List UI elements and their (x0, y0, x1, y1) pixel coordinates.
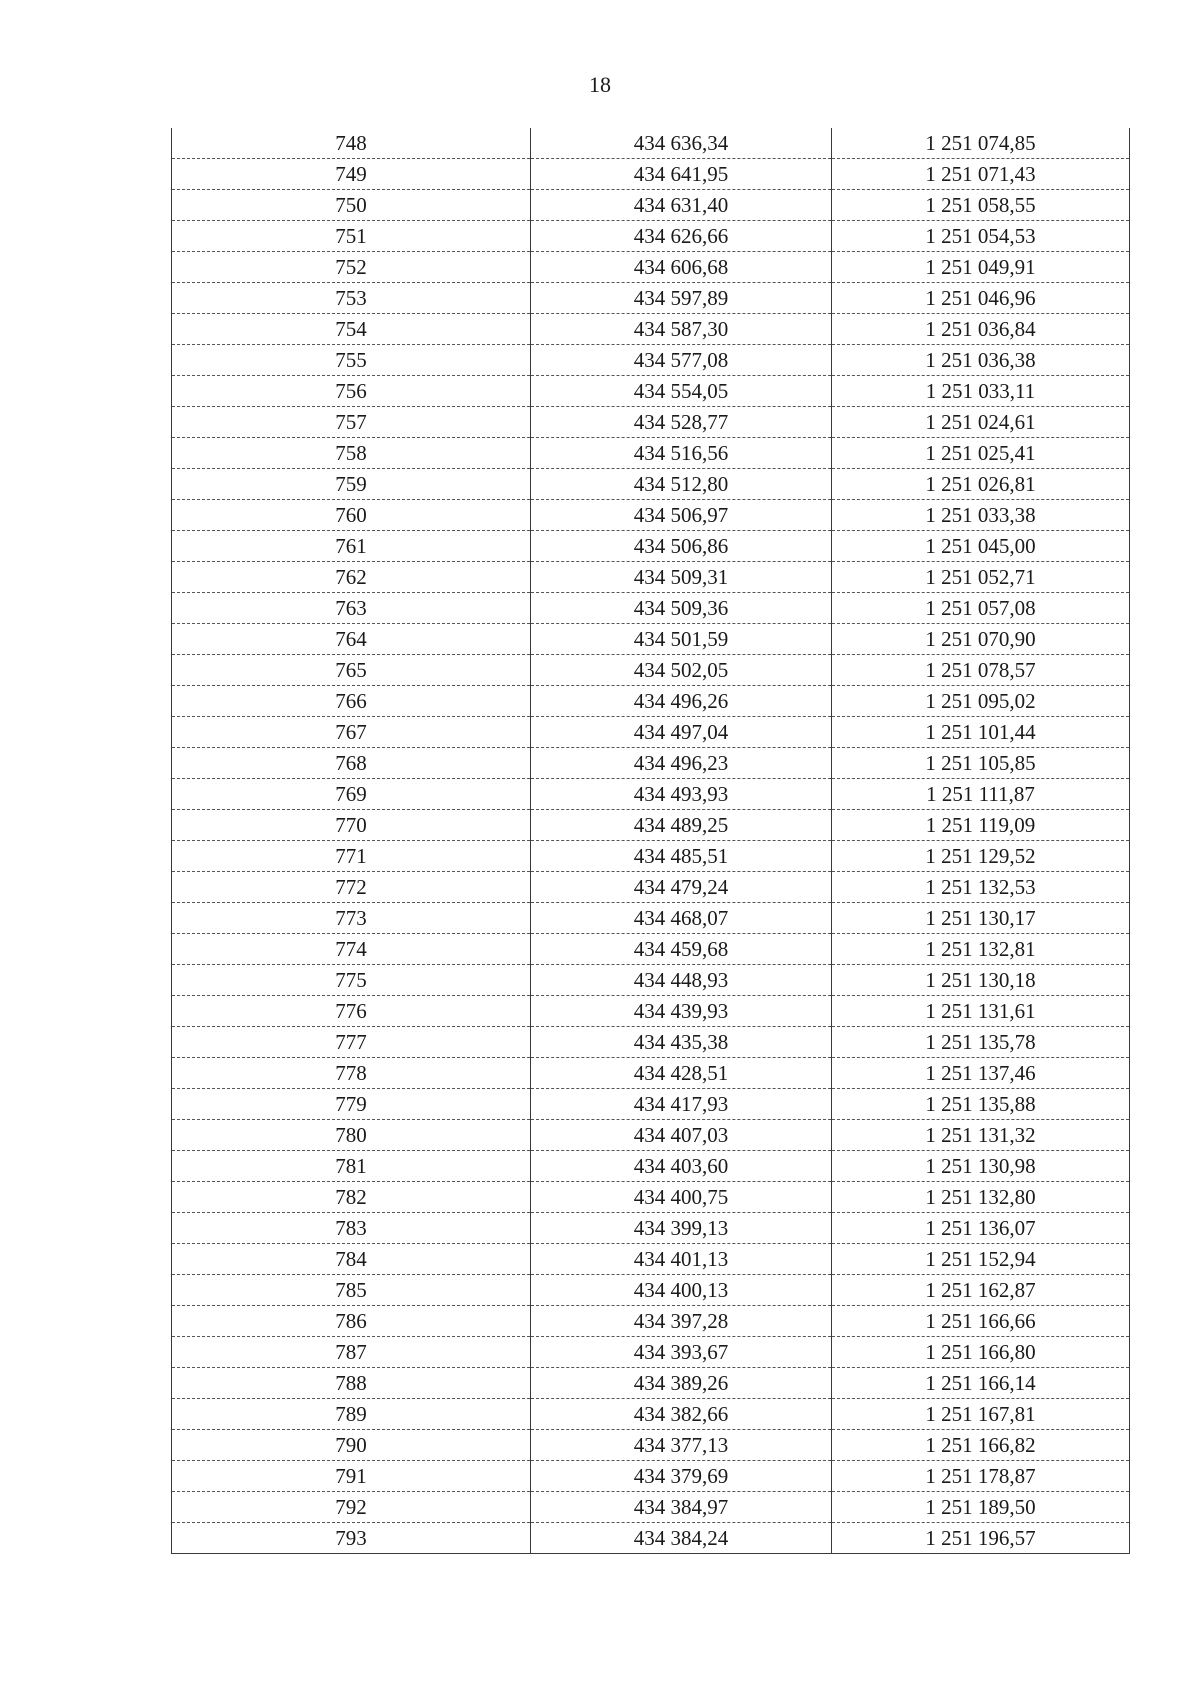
point-number-cell: 759 (172, 469, 531, 500)
y-coordinate-cell: 1 251 057,08 (832, 593, 1130, 624)
table-row (172, 1399, 1130, 1430)
y-coordinate-cell: 1 251 024,61 (832, 407, 1130, 438)
y-coordinate-cell: 1 251 136,07 (832, 1213, 1130, 1244)
point-number-cell: 784 (172, 1244, 531, 1275)
x-coordinate-cell: 434 459,68 (531, 934, 832, 965)
y-coordinate-cell: 1 251 074,85 (832, 128, 1130, 159)
coordinates-table-body (172, 128, 1130, 1554)
table-row (172, 1275, 1130, 1306)
table-row (172, 376, 1130, 407)
y-coordinate-cell: 1 251 162,87 (832, 1275, 1130, 1306)
point-number-cell: 792 (172, 1492, 531, 1523)
y-coordinate-cell: 1 251 166,66 (832, 1306, 1130, 1337)
table-row (172, 1151, 1130, 1182)
point-number-cell: 755 (172, 345, 531, 376)
table-row (172, 655, 1130, 686)
point-number-cell: 765 (172, 655, 531, 686)
table-row (172, 1089, 1130, 1120)
point-number-cell: 790 (172, 1430, 531, 1461)
y-coordinate-cell: 1 251 132,80 (832, 1182, 1130, 1213)
point-number-cell: 774 (172, 934, 531, 965)
y-coordinate-cell: 1 251 130,18 (832, 965, 1130, 996)
y-coordinate-cell: 1 251 033,38 (832, 500, 1130, 531)
point-number-cell: 756 (172, 376, 531, 407)
x-coordinate-cell: 434 577,08 (531, 345, 832, 376)
table-row (172, 562, 1130, 593)
point-number-cell: 771 (172, 841, 531, 872)
x-coordinate-cell: 434 439,93 (531, 996, 832, 1027)
point-number-cell: 773 (172, 903, 531, 934)
point-number-cell: 767 (172, 717, 531, 748)
point-number-cell: 777 (172, 1027, 531, 1058)
x-coordinate-cell: 434 512,80 (531, 469, 832, 500)
x-coordinate-cell: 434 496,23 (531, 748, 832, 779)
table-row (172, 283, 1130, 314)
x-coordinate-cell: 434 506,97 (531, 500, 832, 531)
x-coordinate-cell: 434 377,13 (531, 1430, 832, 1461)
table-row (172, 314, 1130, 345)
table-row (172, 1430, 1130, 1461)
x-coordinate-cell: 434 641,95 (531, 159, 832, 190)
point-number-cell: 751 (172, 221, 531, 252)
table-row (172, 345, 1130, 376)
table-row (172, 934, 1130, 965)
table-row (172, 748, 1130, 779)
table-row (172, 190, 1130, 221)
table-row (172, 841, 1130, 872)
x-coordinate-cell: 434 485,51 (531, 841, 832, 872)
point-number-cell: 769 (172, 779, 531, 810)
y-coordinate-cell: 1 251 130,98 (832, 1151, 1130, 1182)
x-coordinate-cell: 434 496,26 (531, 686, 832, 717)
point-number-cell: 760 (172, 500, 531, 531)
x-coordinate-cell: 434 401,13 (531, 1244, 832, 1275)
point-number-cell: 786 (172, 1306, 531, 1337)
point-number-cell: 787 (172, 1337, 531, 1368)
table-row (172, 469, 1130, 500)
y-coordinate-cell: 1 251 152,94 (832, 1244, 1130, 1275)
point-number-cell: 762 (172, 562, 531, 593)
point-number-cell: 775 (172, 965, 531, 996)
table-row (172, 438, 1130, 469)
x-coordinate-cell: 434 403,60 (531, 1151, 832, 1182)
point-number-cell: 758 (172, 438, 531, 469)
point-number-cell: 781 (172, 1151, 531, 1182)
table-row (172, 531, 1130, 562)
x-coordinate-cell: 434 528,77 (531, 407, 832, 438)
table-row (172, 407, 1130, 438)
y-coordinate-cell: 1 251 026,81 (832, 469, 1130, 500)
point-number-cell: 752 (172, 252, 531, 283)
table-row (172, 159, 1130, 190)
y-coordinate-cell: 1 251 049,91 (832, 252, 1130, 283)
point-number-cell: 768 (172, 748, 531, 779)
y-coordinate-cell: 1 251 129,52 (832, 841, 1130, 872)
y-coordinate-cell: 1 251 135,88 (832, 1089, 1130, 1120)
y-coordinate-cell: 1 251 052,71 (832, 562, 1130, 593)
y-coordinate-cell: 1 251 166,14 (832, 1368, 1130, 1399)
point-number-cell: 785 (172, 1275, 531, 1306)
y-coordinate-cell: 1 251 132,53 (832, 872, 1130, 903)
x-coordinate-cell: 434 397,28 (531, 1306, 832, 1337)
point-number-cell: 788 (172, 1368, 531, 1399)
point-number-cell: 764 (172, 624, 531, 655)
table-row (172, 1213, 1130, 1244)
x-coordinate-cell: 434 468,07 (531, 903, 832, 934)
y-coordinate-cell: 1 251 119,09 (832, 810, 1130, 841)
x-coordinate-cell: 434 489,25 (531, 810, 832, 841)
point-number-cell: 780 (172, 1120, 531, 1151)
x-coordinate-cell: 434 597,89 (531, 283, 832, 314)
y-coordinate-cell: 1 251 178,87 (832, 1461, 1130, 1492)
x-coordinate-cell: 434 382,66 (531, 1399, 832, 1430)
y-coordinate-cell: 1 251 070,90 (832, 624, 1130, 655)
x-coordinate-cell: 434 400,75 (531, 1182, 832, 1213)
point-number-cell: 782 (172, 1182, 531, 1213)
y-coordinate-cell: 1 251 189,50 (832, 1492, 1130, 1523)
table-row (172, 221, 1130, 252)
x-coordinate-cell: 434 509,31 (531, 562, 832, 593)
y-coordinate-cell: 1 251 025,41 (832, 438, 1130, 469)
x-coordinate-cell: 434 502,05 (531, 655, 832, 686)
x-coordinate-cell: 434 407,03 (531, 1120, 832, 1151)
y-coordinate-cell: 1 251 046,96 (832, 283, 1130, 314)
y-coordinate-cell: 1 251 105,85 (832, 748, 1130, 779)
x-coordinate-cell: 434 400,13 (531, 1275, 832, 1306)
point-number-cell: 766 (172, 686, 531, 717)
table-row (172, 965, 1130, 996)
point-number-cell: 770 (172, 810, 531, 841)
x-coordinate-cell: 434 626,66 (531, 221, 832, 252)
table-row (172, 1058, 1130, 1089)
y-coordinate-cell: 1 251 036,38 (832, 345, 1130, 376)
y-coordinate-cell: 1 251 132,81 (832, 934, 1130, 965)
table-row (172, 500, 1130, 531)
x-coordinate-cell: 434 509,36 (531, 593, 832, 624)
table-row (172, 1306, 1130, 1337)
y-coordinate-cell: 1 251 131,32 (832, 1120, 1130, 1151)
x-coordinate-cell: 434 587,30 (531, 314, 832, 345)
y-coordinate-cell: 1 251 137,46 (832, 1058, 1130, 1089)
y-coordinate-cell: 1 251 045,00 (832, 531, 1130, 562)
table-row (172, 779, 1130, 810)
table-row (172, 1368, 1130, 1399)
y-coordinate-cell: 1 251 167,81 (832, 1399, 1130, 1430)
x-coordinate-cell: 434 399,13 (531, 1213, 832, 1244)
y-coordinate-cell: 1 251 054,53 (832, 221, 1130, 252)
y-coordinate-cell: 1 251 058,55 (832, 190, 1130, 221)
table-row (172, 1337, 1130, 1368)
x-coordinate-cell: 434 428,51 (531, 1058, 832, 1089)
table-row (172, 810, 1130, 841)
x-coordinate-cell: 434 516,56 (531, 438, 832, 469)
point-number-cell: 763 (172, 593, 531, 624)
y-coordinate-cell: 1 251 196,57 (832, 1523, 1130, 1554)
point-number-cell: 776 (172, 996, 531, 1027)
table-row (172, 1182, 1130, 1213)
table-row (172, 128, 1130, 159)
x-coordinate-cell: 434 606,68 (531, 252, 832, 283)
table-row (172, 996, 1130, 1027)
x-coordinate-cell: 434 493,93 (531, 779, 832, 810)
point-number-cell: 793 (172, 1523, 531, 1554)
y-coordinate-cell: 1 251 111,87 (832, 779, 1130, 810)
x-coordinate-cell: 434 435,38 (531, 1027, 832, 1058)
point-number-cell: 748 (172, 128, 531, 159)
table-row (172, 1461, 1130, 1492)
point-number-cell: 778 (172, 1058, 531, 1089)
x-coordinate-cell: 434 554,05 (531, 376, 832, 407)
y-coordinate-cell: 1 251 036,84 (832, 314, 1130, 345)
table-row (172, 1523, 1130, 1554)
point-number-cell: 779 (172, 1089, 531, 1120)
table-row (172, 1027, 1130, 1058)
point-number-cell: 754 (172, 314, 531, 345)
point-number-cell: 750 (172, 190, 531, 221)
table-row (172, 686, 1130, 717)
point-number-cell: 749 (172, 159, 531, 190)
y-coordinate-cell: 1 251 166,80 (832, 1337, 1130, 1368)
point-number-cell: 753 (172, 283, 531, 314)
table-row (172, 717, 1130, 748)
point-number-cell: 772 (172, 872, 531, 903)
x-coordinate-cell: 434 497,04 (531, 717, 832, 748)
table-row (172, 1492, 1130, 1523)
x-coordinate-cell: 434 631,40 (531, 190, 832, 221)
x-coordinate-cell: 434 393,67 (531, 1337, 832, 1368)
y-coordinate-cell: 1 251 130,17 (832, 903, 1130, 934)
table-row (172, 872, 1130, 903)
x-coordinate-cell: 434 384,97 (531, 1492, 832, 1523)
x-coordinate-cell: 434 389,26 (531, 1368, 832, 1399)
table-row (172, 624, 1130, 655)
y-coordinate-cell: 1 251 078,57 (832, 655, 1130, 686)
y-coordinate-cell: 1 251 101,44 (832, 717, 1130, 748)
x-coordinate-cell: 434 417,93 (531, 1089, 832, 1120)
coordinates-table (171, 128, 1130, 1554)
point-number-cell: 761 (172, 531, 531, 562)
page-number: 18 (589, 72, 611, 97)
x-coordinate-cell: 434 506,86 (531, 531, 832, 562)
y-coordinate-cell: 1 251 131,61 (832, 996, 1130, 1027)
y-coordinate-cell: 1 251 166,82 (832, 1430, 1130, 1461)
point-number-cell: 757 (172, 407, 531, 438)
y-coordinate-cell: 1 251 135,78 (832, 1027, 1130, 1058)
x-coordinate-cell: 434 384,24 (531, 1523, 832, 1554)
table-row (172, 252, 1130, 283)
table-row (172, 903, 1130, 934)
y-coordinate-cell: 1 251 033,11 (832, 376, 1130, 407)
point-number-cell: 783 (172, 1213, 531, 1244)
table-row (172, 1120, 1130, 1151)
x-coordinate-cell: 434 379,69 (531, 1461, 832, 1492)
x-coordinate-cell: 434 501,59 (531, 624, 832, 655)
x-coordinate-cell: 434 448,93 (531, 965, 832, 996)
point-number-cell: 789 (172, 1399, 531, 1430)
x-coordinate-cell: 434 636,34 (531, 128, 832, 159)
y-coordinate-cell: 1 251 071,43 (832, 159, 1130, 190)
point-number-cell: 791 (172, 1461, 531, 1492)
x-coordinate-cell: 434 479,24 (531, 872, 832, 903)
y-coordinate-cell: 1 251 095,02 (832, 686, 1130, 717)
table-row (172, 593, 1130, 624)
table-row (172, 1244, 1130, 1275)
